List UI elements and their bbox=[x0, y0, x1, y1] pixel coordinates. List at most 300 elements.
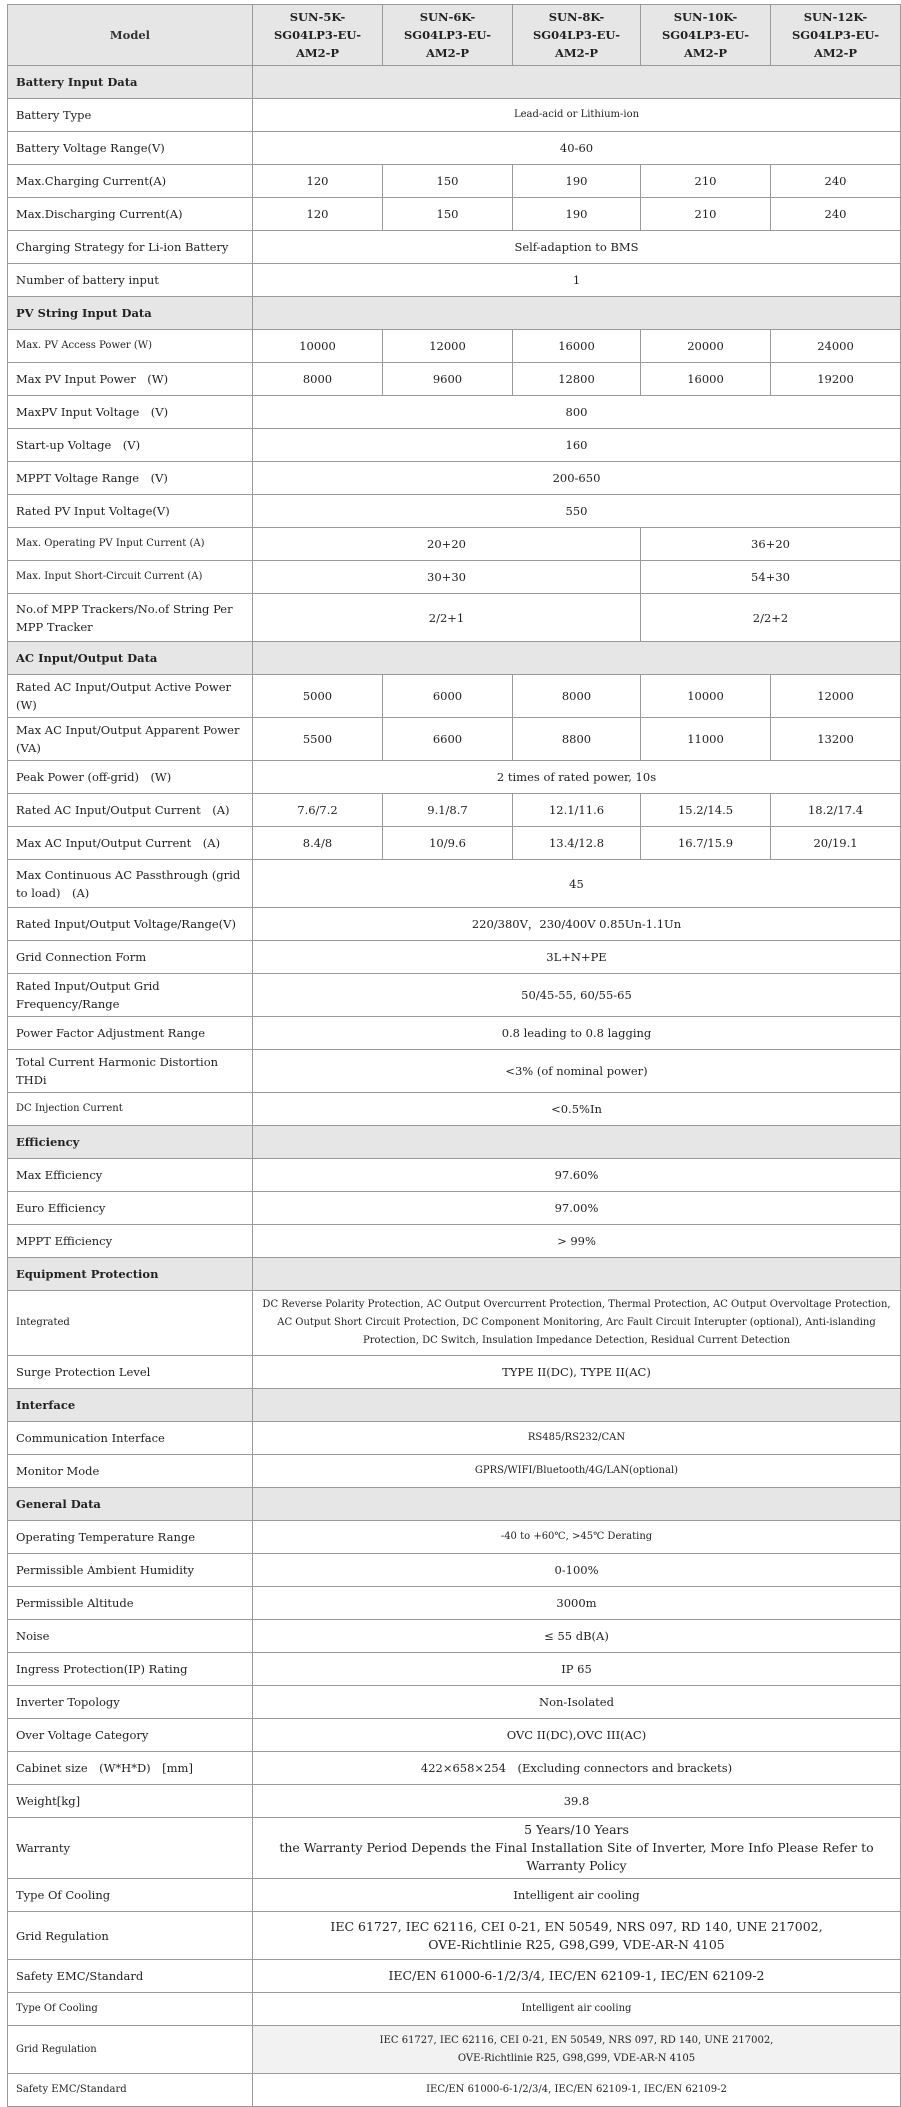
spec-value bbox=[641, 794, 771, 827]
spec-value bbox=[513, 718, 641, 761]
spec-label: Battery Type bbox=[8, 99, 253, 132]
value-text: 2/2+2 bbox=[752, 610, 789, 625]
value-text: 210 bbox=[694, 174, 717, 188]
spec-value bbox=[253, 1879, 901, 1912]
spec-value bbox=[253, 231, 901, 264]
value-text: 12800 bbox=[558, 372, 595, 386]
spec-label: Max.Discharging Current(A) bbox=[8, 198, 253, 231]
spec-row bbox=[8, 132, 901, 165]
value-text: IEC/EN 61000-6-1/2/3/4, IEC/EN 62109-1, IEC/EN 62109-2 bbox=[388, 1968, 765, 1983]
spec-value bbox=[513, 794, 641, 827]
spec-value bbox=[771, 165, 901, 198]
spec-row bbox=[8, 941, 901, 974]
spec-label: Max AC Input/Output Apparent Power (VA) bbox=[8, 718, 253, 761]
spec-value bbox=[253, 594, 641, 642]
value-text: GPRS/WIFI/Bluetooth/4G/LAN(optional) bbox=[474, 1465, 679, 1476]
spec-row bbox=[8, 1752, 901, 1785]
spec-row bbox=[8, 1225, 901, 1258]
spec-body bbox=[8, 66, 901, 2107]
spec-value bbox=[771, 330, 901, 363]
spec-value bbox=[771, 198, 901, 231]
spec-row bbox=[8, 231, 901, 264]
spec-row bbox=[8, 462, 901, 495]
spec-label: Euro Efficiency bbox=[8, 1192, 253, 1225]
spec-value bbox=[253, 528, 641, 561]
spec-value bbox=[771, 363, 901, 396]
value-text: Intelligent air cooling bbox=[513, 1888, 640, 1902]
value-text: Non-Isolated bbox=[539, 1695, 614, 1709]
spec-row bbox=[8, 1291, 901, 1356]
spec-value bbox=[253, 718, 383, 761]
spec-row bbox=[8, 1017, 901, 1050]
spec-value bbox=[641, 330, 771, 363]
model-name: SUN-6K-SG04LP3-EU-AM2-P bbox=[383, 5, 513, 66]
spec-value bbox=[253, 165, 383, 198]
value-text: 1 bbox=[572, 273, 581, 287]
section-header-row bbox=[8, 1258, 901, 1291]
spec-row bbox=[8, 2074, 901, 2107]
spec-value bbox=[253, 860, 901, 908]
value-text: 5500 bbox=[302, 732, 333, 746]
value-text: IEC/EN 61000-6-1/2/3/4, IEC/EN 62109-1, IEC/EN 62109-2 bbox=[426, 2084, 727, 2095]
spec-value bbox=[253, 429, 901, 462]
value-text: 10000 bbox=[687, 689, 724, 703]
section-title: PV String Input Data bbox=[8, 297, 253, 330]
spec-value bbox=[253, 1554, 901, 1587]
spec-value bbox=[253, 827, 383, 860]
spec-row bbox=[8, 594, 901, 642]
spec-value bbox=[253, 363, 383, 396]
section-header-row bbox=[8, 297, 901, 330]
spec-row bbox=[8, 1785, 901, 1818]
spec-value bbox=[383, 165, 513, 198]
spec-label: Surge Protection Level bbox=[8, 1356, 253, 1389]
spec-value bbox=[253, 761, 901, 794]
spec-row bbox=[8, 794, 901, 827]
spec-label: Rated PV Input Voltage(V) bbox=[8, 495, 253, 528]
value-text: 3L+N+PE bbox=[546, 950, 607, 964]
value-text: DC Reverse Polarity Protection, AC Output Overcurrent Protection, Thermal Protection, AC Output Overvoltage Protection, AC Output Short Circuit Protection, DC Component Monitoring, Arc Fault Circuit Interupter (optional), Anti-islanding Protection, DC Switch, Insulation Impedance Detection, Residual Current Detection bbox=[262, 1299, 891, 1346]
value-text: 2 times of rated power, 10s bbox=[496, 770, 657, 784]
spec-value bbox=[771, 827, 901, 860]
spec-row bbox=[8, 718, 901, 761]
section-filler bbox=[253, 1389, 901, 1422]
section-header-row bbox=[8, 642, 901, 675]
spec-row bbox=[8, 1653, 901, 1686]
spec-row bbox=[8, 165, 901, 198]
section-title: General Data bbox=[8, 1488, 253, 1521]
value-text: 30+30 bbox=[427, 570, 466, 584]
spec-row bbox=[8, 1521, 901, 1554]
spec-label: Peak Power (off-grid) (W) bbox=[8, 761, 253, 794]
spec-row bbox=[8, 1050, 901, 1093]
spec-row bbox=[8, 1159, 901, 1192]
value-text: 16.7/15.9 bbox=[677, 836, 734, 850]
spec-label: Max. Input Short-Circuit Current (A) bbox=[8, 561, 253, 594]
value-text: 16000 bbox=[687, 372, 724, 386]
spec-label: Grid Regulation bbox=[8, 2026, 253, 2074]
value-text: 120 bbox=[306, 174, 329, 188]
spec-value bbox=[253, 1356, 901, 1389]
spec-label: Integrated bbox=[8, 1291, 253, 1356]
model-name: SUN-8K-SG04LP3-EU-AM2-P bbox=[513, 5, 641, 66]
value-text: 550 bbox=[565, 504, 588, 518]
spec-label: Grid Regulation bbox=[8, 1912, 253, 1960]
spec-row bbox=[8, 99, 901, 132]
spec-value bbox=[641, 594, 901, 642]
spec-label: Safety EMC/Standard bbox=[8, 1960, 253, 1993]
model-name: SUN-10K-SG04LP3-EU-AM2-P bbox=[641, 5, 771, 66]
spec-row bbox=[8, 974, 901, 1017]
value-text: 190 bbox=[565, 207, 588, 221]
spec-row bbox=[8, 1879, 901, 1912]
spec-label: Type Of Cooling bbox=[8, 1993, 253, 2026]
spec-label: MPPT Voltage Range (V) bbox=[8, 462, 253, 495]
value-text: 97.60% bbox=[554, 1168, 599, 1182]
spec-value bbox=[253, 1587, 901, 1620]
value-text: 39.8 bbox=[563, 1794, 590, 1808]
spec-value bbox=[253, 1422, 901, 1455]
value-text: 36+20 bbox=[751, 537, 790, 551]
spec-value bbox=[641, 827, 771, 860]
value-text: RS485/RS232/CAN bbox=[527, 1432, 626, 1443]
section-title: Efficiency bbox=[8, 1126, 253, 1159]
value-text: Lead-acid or Lithium-ion bbox=[513, 109, 640, 120]
spec-label: No.of MPP Trackers/No.of String Per MPP Tracker bbox=[8, 594, 253, 642]
spec-value bbox=[641, 165, 771, 198]
value-text: 12000 bbox=[429, 339, 466, 353]
spec-value bbox=[383, 718, 513, 761]
value-text: 8000 bbox=[302, 372, 333, 386]
value-text: 220/380V，230/400V 0.85Un-1.1Un bbox=[471, 917, 682, 931]
spec-value bbox=[513, 198, 641, 231]
value-text: 13.4/12.8 bbox=[548, 836, 605, 850]
value-text: 18.2/17.4 bbox=[807, 803, 864, 817]
value-text: 20/19.1 bbox=[813, 836, 858, 850]
section-filler bbox=[253, 297, 901, 330]
spec-value bbox=[253, 1993, 901, 2026]
spec-value bbox=[253, 1620, 901, 1653]
spec-value bbox=[253, 1960, 901, 1993]
spec-row bbox=[8, 198, 901, 231]
value-text: Intelligent air cooling bbox=[521, 2003, 632, 2014]
value-text: 9600 bbox=[432, 372, 463, 386]
spec-value bbox=[253, 1912, 901, 1960]
value-text: 800 bbox=[565, 405, 588, 419]
spec-row bbox=[8, 1620, 901, 1653]
section-header-row bbox=[8, 66, 901, 99]
spec-label: DC Injection Current bbox=[8, 1093, 253, 1126]
spec-value bbox=[253, 1291, 901, 1356]
spec-label: Warranty bbox=[8, 1818, 253, 1879]
value-text-line2: OVE-Richtlinie R25, G98,G99, VDE-AR-N 4105 bbox=[457, 2052, 696, 2064]
value-text: 12000 bbox=[817, 689, 854, 703]
spec-label: Noise bbox=[8, 1620, 253, 1653]
value-text: 2/2+1 bbox=[428, 610, 465, 625]
spec-value bbox=[513, 363, 641, 396]
spec-value bbox=[253, 495, 901, 528]
spec-label: Type Of Cooling bbox=[8, 1879, 253, 1912]
value-text: 19200 bbox=[817, 372, 854, 386]
value-text: 8.4/8 bbox=[302, 836, 333, 850]
spec-value bbox=[253, 1159, 901, 1192]
spec-label: Grid Connection Form bbox=[8, 941, 253, 974]
spec-value bbox=[253, 561, 641, 594]
value-text: 240 bbox=[824, 174, 847, 188]
spec-value bbox=[253, 941, 901, 974]
spec-value bbox=[253, 1818, 901, 1879]
spec-value bbox=[513, 827, 641, 860]
spec-row bbox=[8, 495, 901, 528]
value-text: 7.6/7.2 bbox=[297, 803, 338, 817]
spec-label: Permissible Ambient Humidity bbox=[8, 1554, 253, 1587]
spec-row bbox=[8, 528, 901, 561]
spec-value bbox=[641, 198, 771, 231]
spec-label: Start-up Voltage (V) bbox=[8, 429, 253, 462]
value-text: OVC II(DC),OVC III(AC) bbox=[506, 1728, 647, 1742]
spec-row bbox=[8, 363, 901, 396]
value-text: 240 bbox=[824, 207, 847, 221]
spec-value bbox=[383, 330, 513, 363]
spec-row bbox=[8, 330, 901, 363]
value-text: 120 bbox=[306, 207, 329, 221]
spec-value bbox=[513, 165, 641, 198]
spec-value bbox=[253, 1752, 901, 1785]
spec-label: MaxPV Input Voltage (V) bbox=[8, 396, 253, 429]
spec-value bbox=[253, 1225, 901, 1258]
value-text: 0-100% bbox=[554, 1563, 599, 1577]
spec-row bbox=[8, 2026, 901, 2074]
value-text: 50/45-55, 60/55-65 bbox=[521, 988, 632, 1002]
spec-value bbox=[253, 330, 383, 363]
value-text-line2: the Warranty Period Depends the Final Installation Site of Inverter, More Info Please Refer to Warranty Policy bbox=[279, 1840, 874, 1873]
spec-row bbox=[8, 860, 901, 908]
spec-label: Permissible Altitude bbox=[8, 1587, 253, 1620]
spec-row bbox=[8, 675, 901, 718]
spec-value bbox=[383, 794, 513, 827]
spec-value bbox=[253, 2026, 901, 2074]
spec-value bbox=[513, 330, 641, 363]
spec-label: Battery Voltage Range(V) bbox=[8, 132, 253, 165]
spec-value bbox=[253, 794, 383, 827]
spec-value bbox=[253, 1686, 901, 1719]
value-text: 15.2/14.5 bbox=[677, 803, 734, 817]
value-text: 3000m bbox=[556, 1596, 597, 1610]
value-text: 16000 bbox=[558, 339, 595, 353]
spec-row bbox=[8, 1093, 901, 1126]
spec-label: Number of battery input bbox=[8, 264, 253, 297]
spec-label: Max. PV Access Power (W) bbox=[8, 330, 253, 363]
value-text: 24000 bbox=[817, 339, 854, 353]
spec-row bbox=[8, 1422, 901, 1455]
value-text: > 99% bbox=[557, 1234, 596, 1248]
value-text: 13200 bbox=[817, 732, 854, 746]
value-text: -40 to +60℃, >45℃ Derating bbox=[500, 1531, 653, 1542]
spec-value bbox=[253, 132, 901, 165]
spec-row bbox=[8, 264, 901, 297]
value-text: 8800 bbox=[561, 732, 592, 746]
spec-value bbox=[253, 1093, 901, 1126]
value-text: 10000 bbox=[299, 339, 336, 353]
spec-value bbox=[771, 718, 901, 761]
value-text: 20000 bbox=[687, 339, 724, 353]
section-header-row bbox=[8, 1126, 901, 1159]
spec-value bbox=[771, 794, 901, 827]
spec-label: Max. Operating PV Input Current (A) bbox=[8, 528, 253, 561]
spec-value bbox=[641, 718, 771, 761]
spec-label: Rated AC Input/Output Active Power (W) bbox=[8, 675, 253, 718]
spec-row bbox=[8, 827, 901, 860]
spec-value bbox=[253, 1521, 901, 1554]
spec-row bbox=[8, 1587, 901, 1620]
value-text: IEC 61727, IEC 62116, CEI 0-21, EN 50549, NRS 097, RD 140, UNE 217002, bbox=[379, 2034, 774, 2046]
value-text: IEC 61727, IEC 62116, CEI 0-21, EN 50549, NRS 097, RD 140, UNE 217002, bbox=[330, 1918, 823, 1934]
value-text: ≤ 55 dB(A) bbox=[544, 1629, 609, 1643]
spec-value bbox=[771, 675, 901, 718]
spec-value bbox=[253, 1719, 901, 1752]
spec-value bbox=[253, 264, 901, 297]
section-header-row bbox=[8, 1389, 901, 1422]
spec-label: Max Continuous AC Passthrough (grid to load) (A) bbox=[8, 860, 253, 908]
section-header-row bbox=[8, 1488, 901, 1521]
spec-value bbox=[253, 99, 901, 132]
spec-value bbox=[253, 1017, 901, 1050]
spec-value bbox=[253, 908, 901, 941]
spec-row bbox=[8, 1192, 901, 1225]
value-text: Self-adaption to BMS bbox=[514, 240, 639, 254]
spec-label: Max Efficiency bbox=[8, 1159, 253, 1192]
spec-value bbox=[383, 198, 513, 231]
spec-value bbox=[253, 1192, 901, 1225]
spec-value bbox=[641, 561, 901, 594]
value-text: 422×658×254 (Excluding connectors and brackets) bbox=[420, 1761, 733, 1775]
value-text: 5 Years/10 Years bbox=[524, 1822, 629, 1837]
spec-label: Max PV Input Power (W) bbox=[8, 363, 253, 396]
section-filler bbox=[253, 642, 901, 675]
value-text: 8000 bbox=[561, 689, 592, 703]
section-filler bbox=[253, 1488, 901, 1521]
value-text: 40-60 bbox=[559, 141, 594, 155]
spec-value bbox=[513, 675, 641, 718]
value-text: TYPE II(DC), TYPE II(AC) bbox=[502, 1365, 651, 1379]
spec-row bbox=[8, 1686, 901, 1719]
spec-value bbox=[641, 363, 771, 396]
spec-label: Max AC Input/Output Current (A) bbox=[8, 827, 253, 860]
value-text: 160 bbox=[565, 438, 588, 452]
value-text: 54+30 bbox=[751, 570, 790, 584]
spec-row bbox=[8, 429, 901, 462]
spec-label: Operating Temperature Range bbox=[8, 1521, 253, 1554]
spec-value bbox=[383, 363, 513, 396]
value-text: 20+20 bbox=[427, 537, 466, 551]
model-name: SUN-5K-SG04LP3-EU-AM2-P bbox=[253, 5, 383, 66]
value-text: 6000 bbox=[432, 689, 463, 703]
spec-row bbox=[8, 1719, 901, 1752]
spec-row bbox=[8, 761, 901, 794]
spec-row bbox=[8, 1993, 901, 2026]
section-title: Interface bbox=[8, 1389, 253, 1422]
spec-label: Weight[kg] bbox=[8, 1785, 253, 1818]
value-text: 0.8 leading to 0.8 lagging bbox=[501, 1026, 652, 1040]
spec-value bbox=[641, 528, 901, 561]
spec-label: Inverter Topology bbox=[8, 1686, 253, 1719]
spec-label: Communication Interface bbox=[8, 1422, 253, 1455]
spec-row bbox=[8, 1356, 901, 1389]
spec-value bbox=[253, 1653, 901, 1686]
value-text: 150 bbox=[436, 174, 459, 188]
value-text: 210 bbox=[694, 207, 717, 221]
value-text: 9.1/8.7 bbox=[427, 803, 468, 817]
value-text: 200-650 bbox=[552, 471, 601, 485]
value-text-line2: OVE-Richtlinie R25, G98,G99, VDE-AR-N 4105 bbox=[428, 1936, 725, 1952]
spec-row bbox=[8, 1960, 901, 1993]
section-filler bbox=[253, 66, 901, 99]
spec-label: Rated AC Input/Output Current (A) bbox=[8, 794, 253, 827]
value-text: <0.5%In bbox=[551, 1102, 602, 1116]
header-row bbox=[8, 5, 901, 66]
spec-value bbox=[641, 675, 771, 718]
spec-label: Max.Charging Current(A) bbox=[8, 165, 253, 198]
spec-value bbox=[253, 396, 901, 429]
section-title: AC Input/Output Data bbox=[8, 642, 253, 675]
value-text: 5000 bbox=[302, 689, 333, 703]
value-text: 97.00% bbox=[554, 1201, 599, 1215]
spec-row bbox=[8, 396, 901, 429]
spec-value bbox=[253, 974, 901, 1017]
value-text: 12.1/11.6 bbox=[548, 803, 605, 817]
spec-label: Over Voltage Category bbox=[8, 1719, 253, 1752]
spec-label: Monitor Mode bbox=[8, 1455, 253, 1488]
spec-label: MPPT Efficiency bbox=[8, 1225, 253, 1258]
spec-table bbox=[7, 4, 901, 2107]
value-text: 150 bbox=[436, 207, 459, 221]
spec-label: Charging Strategy for Li-ion Battery bbox=[8, 231, 253, 264]
model-label: Model bbox=[8, 5, 253, 66]
spec-value bbox=[253, 675, 383, 718]
value-text: IP 65 bbox=[561, 1662, 592, 1676]
spec-row bbox=[8, 1554, 901, 1587]
spec-row bbox=[8, 908, 901, 941]
spec-value bbox=[253, 1785, 901, 1818]
spec-label: Safety EMC/Standard bbox=[8, 2074, 253, 2107]
spec-label: Total Current Harmonic Distortion THDi bbox=[8, 1050, 253, 1093]
spec-row bbox=[8, 561, 901, 594]
spec-value bbox=[253, 1050, 901, 1093]
spec-value bbox=[253, 462, 901, 495]
section-title: Equipment Protection bbox=[8, 1258, 253, 1291]
value-text: 10/9.6 bbox=[429, 836, 466, 850]
value-text: 6600 bbox=[432, 732, 463, 746]
spec-label: Cabinet size (W*H*D) [mm] bbox=[8, 1752, 253, 1785]
spec-value bbox=[383, 827, 513, 860]
model-name: SUN-12K-SG04LP3-EU-AM2-P bbox=[771, 5, 901, 66]
value-text: 190 bbox=[565, 174, 588, 188]
spec-row bbox=[8, 1455, 901, 1488]
section-filler bbox=[253, 1258, 901, 1291]
spec-label: Ingress Protection(IP) Rating bbox=[8, 1653, 253, 1686]
spec-row bbox=[8, 1818, 901, 1879]
spec-value bbox=[383, 675, 513, 718]
spec-label: Power Factor Adjustment Range bbox=[8, 1017, 253, 1050]
section-title: Battery Input Data bbox=[8, 66, 253, 99]
spec-value bbox=[253, 1455, 901, 1488]
spec-row bbox=[8, 1912, 901, 1960]
section-filler bbox=[253, 1126, 901, 1159]
spec-value bbox=[253, 198, 383, 231]
spec-label: Rated Input/Output Voltage/Range(V) bbox=[8, 908, 253, 941]
spec-value bbox=[253, 2074, 901, 2107]
value-text: <3% (of nominal power) bbox=[505, 1064, 648, 1078]
